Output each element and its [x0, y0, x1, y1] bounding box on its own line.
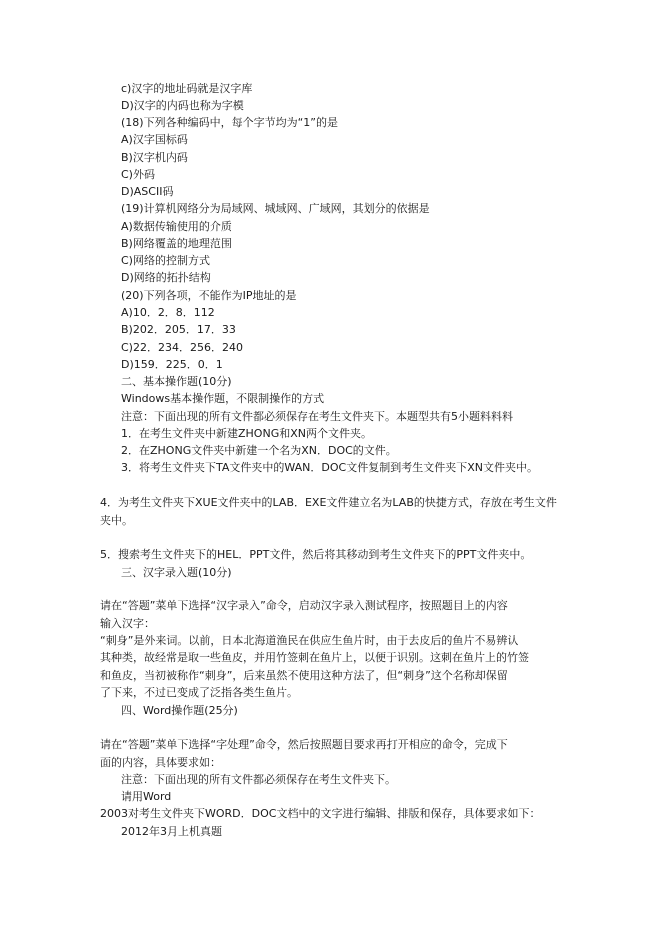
input-passage-line-2: 其种类，故经常是取一些鱼皮，并用竹签刺在鱼片上，以便于识别。这刺在鱼片上的竹签: [100, 651, 529, 664]
section-heading-chinese-input: 三、汉字录入题(10分): [121, 566, 232, 579]
answer-option-d-17: D)汉字的内码也称为字模: [121, 99, 244, 112]
answer-option-b-20: B)202．205．17．33: [121, 323, 236, 336]
input-passage-line-3: 和鱼皮，当初被称作“刺身”，后来虽然不使用这种方法了，但“刺身”这个名称却保留: [100, 669, 508, 682]
answer-option-d-20: D)159．225．0．1: [121, 358, 223, 371]
input-passage-line-4: 了下来，不过已变成了泛指各类生鱼片。: [100, 686, 298, 699]
answer-option-c-19: C)网络的控制方式: [121, 254, 210, 267]
task-5: 5．搜索考生文件夹下的HEL．PPT文件，然后将其移动到考生文件夹下的PPT文件夹中。: [100, 548, 532, 561]
question-20: (20)下列各项，不能作为IP地址的是: [121, 289, 297, 302]
question-18: (18)下列各种编码中，每个字节均为“1”的是: [121, 116, 338, 129]
notice-save-files: 注意：下面出现的所有文件都必须保存在考生文件夹下。本题型共有5小题料料料: [121, 410, 513, 423]
task-4: 4．为考生文件夹下XUE文件夹中的LAB．EXE文件建立名为LAB的快捷方式，存放在考生文件: [100, 496, 557, 509]
answer-option-a-18: A)汉字国标码: [121, 133, 188, 146]
task-2: 2．在ZHONG文件夹中新建一个名为XN．DOC的文件。: [121, 444, 397, 457]
input-instruction: 请在“答题”菜单下选择“汉字录入”命令，启动汉字录入测试程序，按照题目上的内容: [100, 599, 508, 612]
answer-option-d-18: D)ASCII码: [121, 185, 174, 198]
answer-option-d-19: D)网络的拓扑结构: [121, 271, 211, 284]
section-heading-word-operation: 四、Word操作题(25分): [121, 704, 238, 717]
task-4-continued: 夹中。: [100, 514, 133, 527]
answer-option-c-20: C)22．234．256．240: [121, 341, 243, 354]
question-19: (19)计算机网络分为局域网、城域网、广域网，其划分的依据是: [121, 202, 430, 215]
answer-option-a-19: A)数据传输使用的介质: [121, 220, 232, 233]
word-notice: 注意：下面出现的所有文件都必须保存在考生文件夹下。: [121, 773, 396, 786]
word-task-description: 2003对考生文件夹下WORD．DOC文档中的文字进行编辑、排版和保存，具体要求如下：: [100, 807, 541, 820]
exam-footer-title: 2012年3月上机真题: [121, 825, 222, 838]
section-heading-basic-operation: 二、基本操作题(10分): [121, 375, 232, 388]
input-passage-line-1: “刺身”是外来词。以前，日本北海道渔民在供应生鱼片时，由于去皮后的鱼片不易辨认: [100, 634, 519, 647]
answer-option-c-18: C)外码: [121, 168, 155, 181]
answer-option-a-20: A)10．2．8．112: [121, 306, 215, 319]
word-instruction-continued: 面的内容，具体要求如：: [100, 756, 221, 769]
answer-option-b-19: B)网络覆盖的地理范围: [121, 237, 232, 250]
answer-option-c-17: c)汉字的地址码就是汉字库: [121, 82, 253, 95]
word-use-word: 请用Word: [121, 790, 172, 803]
windows-operation-intro: Windows基本操作题，不限制操作的方式: [121, 392, 325, 405]
input-instruction-continued: 输入汉字：: [100, 617, 155, 630]
answer-option-b-18: B)汉字机内码: [121, 151, 188, 164]
task-1: 1．在考生文件夹中新建ZHONG和XN两个文件夹。: [121, 427, 372, 440]
word-instruction: 请在“答题”菜单下选择“字处理”命令，然后按照题目要求再打开相应的命令，完成下: [100, 738, 508, 751]
task-3: 3．将考生文件夹下TA文件夹中的WAN．DOC文件复制到考生文件夹下XN文件夹中。: [121, 461, 538, 474]
